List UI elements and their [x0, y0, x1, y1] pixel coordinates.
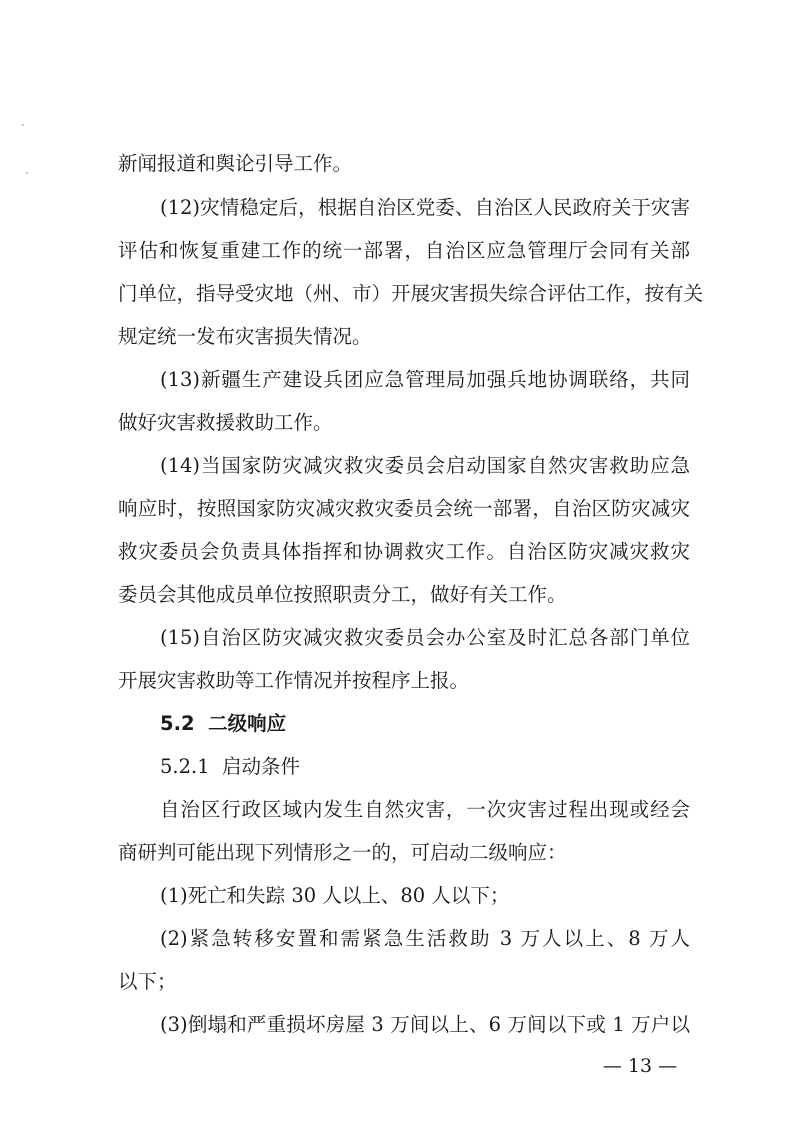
page-number: — 13 — [602, 1055, 678, 1077]
paragraph-14-line: (14)当国家防灾减灾救灾委员会启动国家自然灾害救助应急 [160, 454, 690, 477]
body-line: 做好灾害救援救助工作。 [118, 411, 333, 434]
paragraph-12-line: (12)灾情稳定后，根据自治区党委、自治区人民政府关于灾害 [160, 196, 690, 219]
body-line: 商研判可能出现下列情形之一的，可启动二级响应： [118, 841, 567, 864]
body-line: 委员会其他成员单位按照职责分工，做好有关工作。 [118, 583, 567, 606]
body-line: 新闻报道和舆论引导工作。 [118, 152, 353, 175]
body-line: 响应时，按照国家防灾减灾救灾委员会统一部署，自治区防灾减灾 [118, 497, 690, 520]
condition-item-3: (3)倒塌和严重损坏房屋 3 万间以上、6 万间以下或 1 万户以 [160, 1013, 690, 1036]
scan-speck [22, 124, 24, 126]
body-line: 以下； [118, 970, 177, 993]
scan-speck [26, 172, 28, 174]
body-line: 门单位，指导受灾地（州、市）开展灾害损失综合评估工作，按有关 [118, 282, 704, 305]
section-heading: 5.2 二级响应 [160, 712, 287, 735]
condition-item-1: (1)死亡和失踪 30 人以上、80 人以下； [160, 884, 510, 907]
paragraph-15-line: (15)自治区防灾减灾救灾委员会办公室及时汇总各部门单位 [160, 626, 690, 649]
subsection-heading: 5.2.1 启动条件 [160, 755, 301, 778]
body-line: 规定统一发布灾害损失情况。 [118, 325, 372, 348]
body-line: 评估和恢复重建工作的统一部署，自治区应急管理厅会同有关部 [118, 239, 690, 262]
body-line: 救灾委员会负责具体指挥和协调救灾工作。自治区防灾减灾救灾 [118, 540, 690, 563]
condition-item-2: (2)紧急转移安置和需紧急生活救助 3 万人以上、8 万人 [160, 927, 690, 950]
paragraph-13-line: (13)新疆生产建设兵团应急管理局加强兵地协调联络，共同 [160, 368, 690, 391]
condition-intro-line: 自治区行政区域内发生自然灾害，一次灾害过程出现或经会 [160, 798, 690, 821]
body-line: 开展灾害救助等工作情况并按程序上报。 [118, 669, 470, 692]
